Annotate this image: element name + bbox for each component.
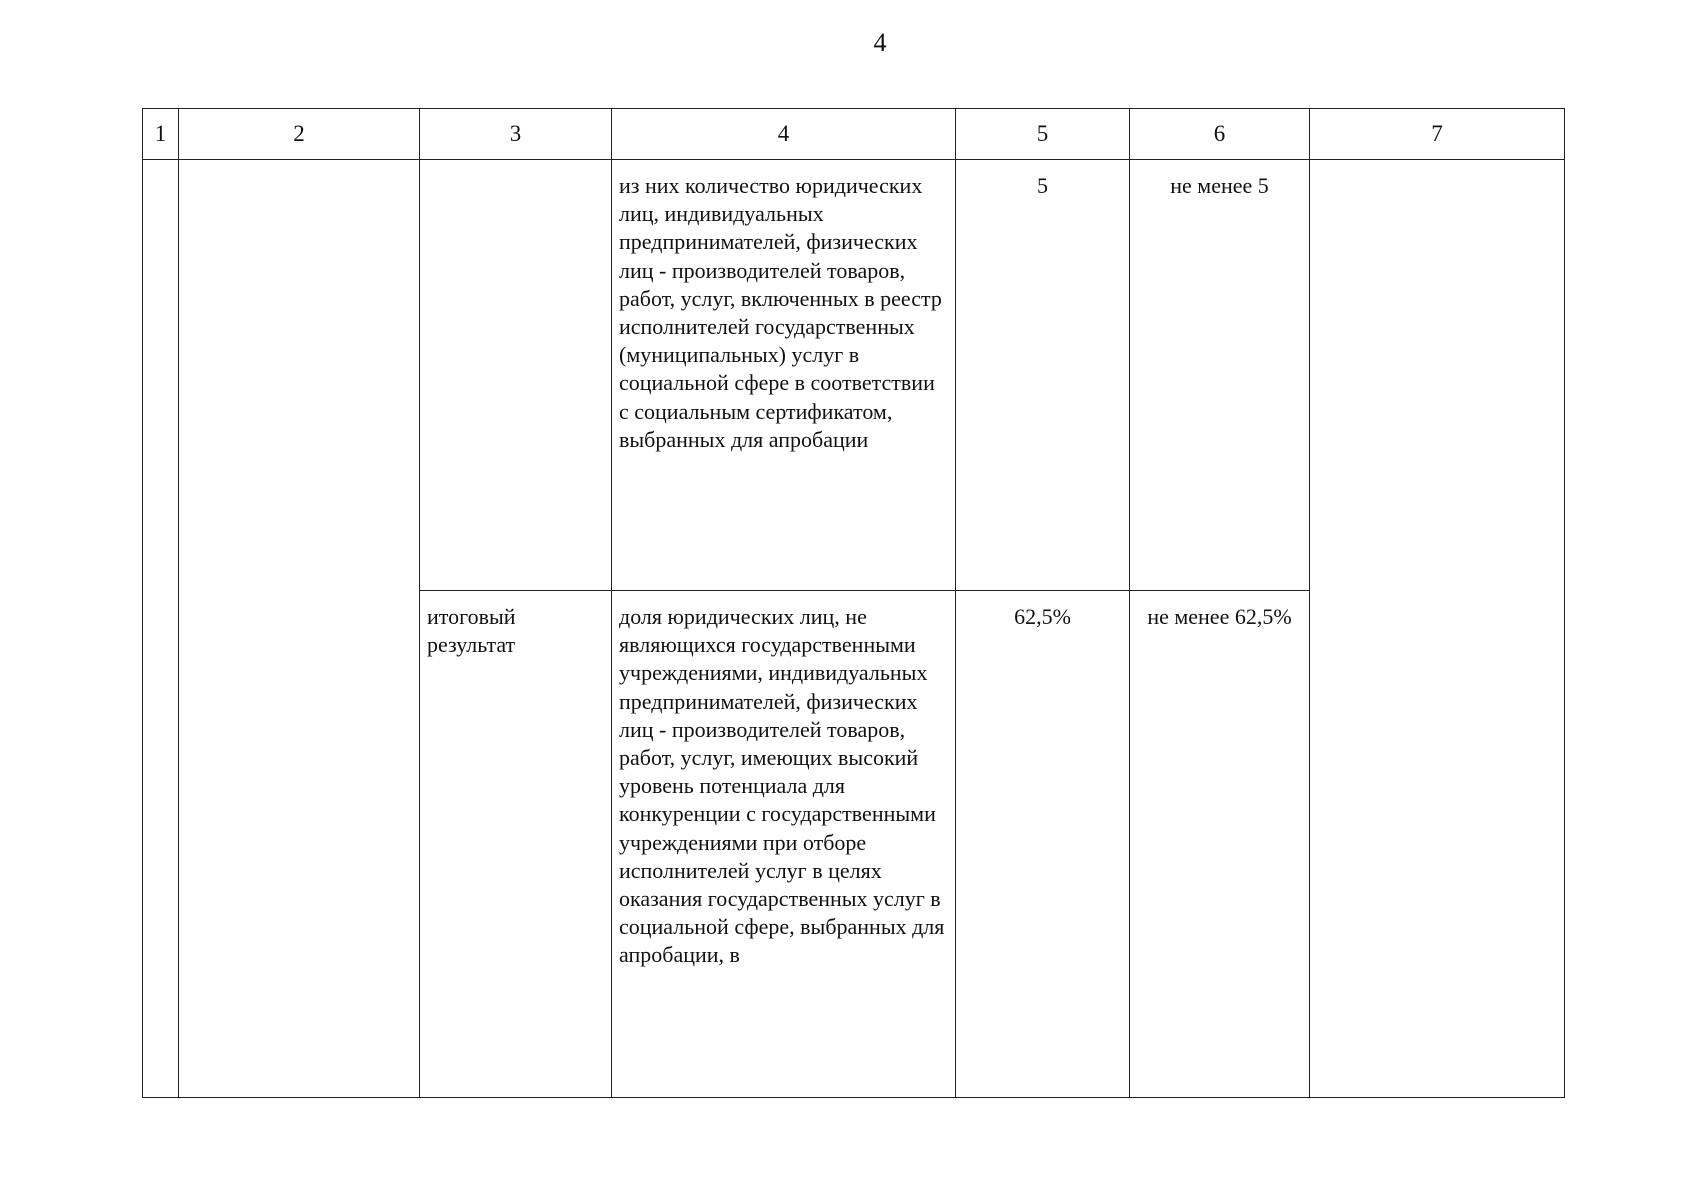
target-value-cell: не менее 62,5% bbox=[1130, 591, 1310, 1098]
result-type-cell bbox=[420, 160, 612, 591]
target-value-cell: не менее 5 bbox=[1130, 160, 1310, 591]
indicator-description-cell: доля юридических лиц, не являющихся государственными учреждениями, индивидуальных предпринимателей, физических лиц - производителей товаров, работ, услуг, имеющих высокий уровень потенциала для конкуренции с государственными учреждениями при отборе исполнителей услуг в целях оказания государственных услуг в социальной сфере, выбранных для апробации, в bbox=[612, 591, 956, 1098]
header-cell-7: 7 bbox=[1310, 109, 1565, 160]
header-cell-4: 4 bbox=[612, 109, 956, 160]
result-type-cell: итоговый результат bbox=[420, 591, 612, 1098]
col1-cell bbox=[143, 160, 179, 1098]
indicators-table bbox=[142, 108, 1565, 1098]
col7-cell bbox=[1310, 160, 1565, 1098]
header-cell-6: 6 bbox=[1130, 109, 1310, 160]
header-row bbox=[143, 109, 1565, 160]
header-cell-3: 3 bbox=[420, 109, 612, 160]
base-value-cell: 62,5% bbox=[956, 591, 1130, 1098]
base-value-cell: 5 bbox=[956, 160, 1130, 591]
header-cell-5: 5 bbox=[956, 109, 1130, 160]
table-row bbox=[143, 160, 1565, 591]
indicator-description-cell: из них количество юридических лиц, индивидуальных предпринимателей, физических лиц - производителей товаров, работ, услуг, включенных в реестр исполнителей государственных (муниципальных) услуг в социальной сфере в соответствии с социальным сертификатом, выбранных для апробации bbox=[612, 160, 956, 591]
header-cell-2: 2 bbox=[179, 109, 420, 160]
page-number: 4 bbox=[873, 28, 887, 57]
col2-cell bbox=[179, 160, 420, 1098]
header-cell-1: 1 bbox=[143, 109, 179, 160]
